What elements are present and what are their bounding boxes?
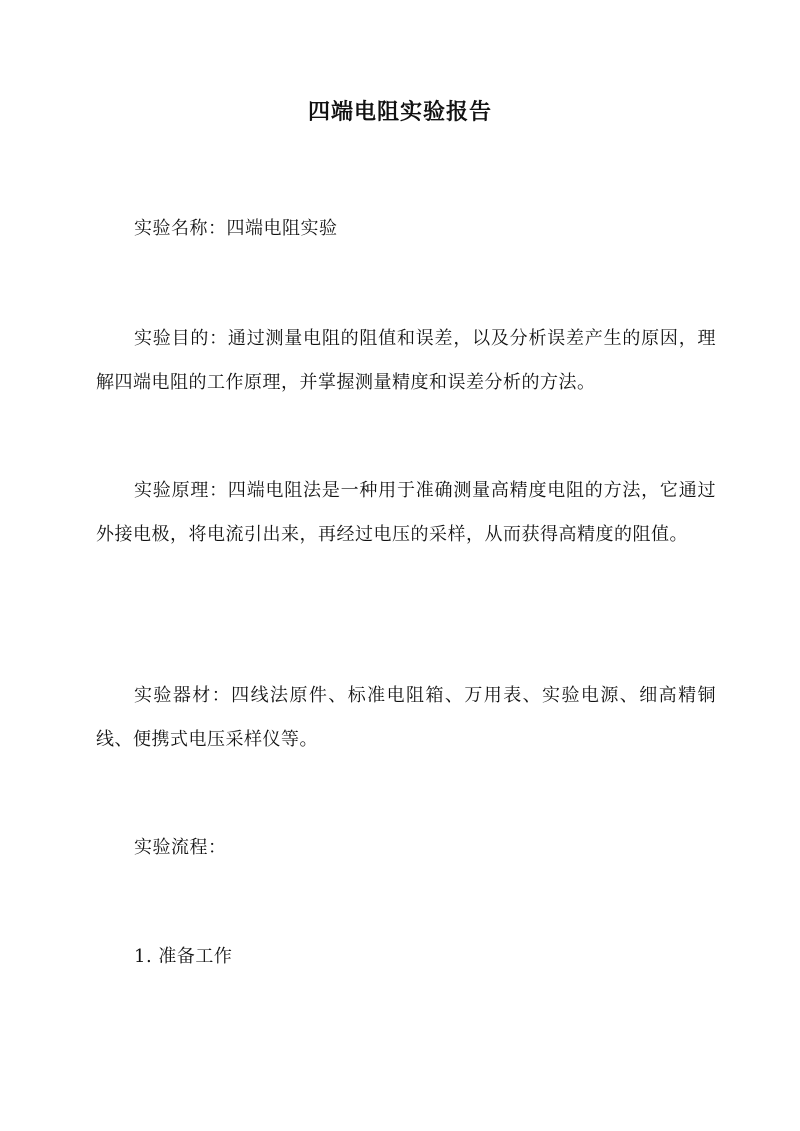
step-1-heading: 1. 准备工作: [134, 946, 233, 967]
document-title: 四端电阻实验报告: [307, 99, 492, 125]
experiment-purpose-paragraph: 实验目的：通过测量电阻的阻值和误差，以及分析误差产生的原因，理解四端电阻的工作原理，并掌握测量精度和误差分析的方法。: [96, 328, 716, 393]
experiment-flow-heading: 实验流程：: [134, 837, 227, 858]
experiment-equipment-paragraph: 实验器材：四线法原件、标准电阻箱、万用表、实验电源、细高精铜线、便携式电压采样仪等。: [96, 685, 716, 750]
experiment-principle-paragraph: 实验原理：四端电阻法是一种用于准确测量高精度电阻的方法，它通过外接电极，将电流引出来，再经过电压的采样，从而获得高精度的阻值。: [96, 480, 716, 545]
experiment-name-paragraph: 实验名称：四端电阻实验: [134, 218, 338, 239]
